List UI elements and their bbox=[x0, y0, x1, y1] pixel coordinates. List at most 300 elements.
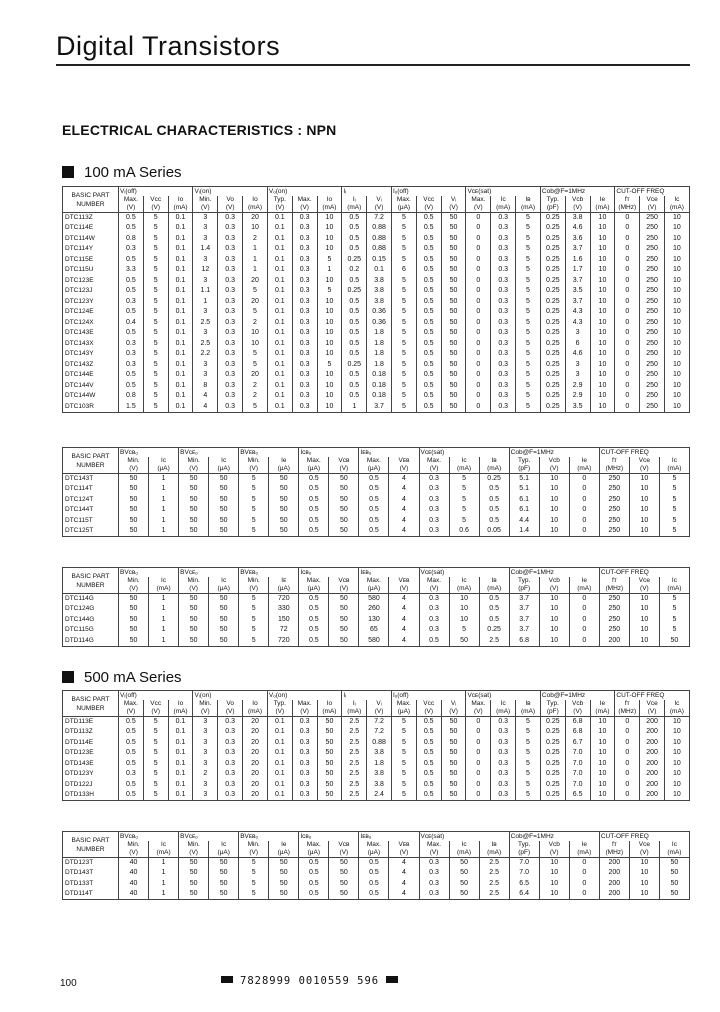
spec-table-100ma-type2 bbox=[62, 447, 690, 537]
value-cell: 3 bbox=[193, 234, 218, 245]
parameter-unit-cell: (V) bbox=[179, 465, 209, 474]
value-cell: 0.5 bbox=[119, 328, 144, 339]
value-cell: 5 bbox=[392, 727, 417, 738]
value-cell: 250 bbox=[640, 286, 665, 297]
parameter-group-header: CUT-OFF FREQ bbox=[615, 691, 689, 701]
value-cell: 2.4 bbox=[367, 790, 392, 801]
value-cell: 50 bbox=[441, 391, 466, 402]
value-cell: 0.5 bbox=[299, 879, 329, 890]
value-cell: 260 bbox=[359, 604, 389, 615]
value-cell: 0 bbox=[615, 255, 640, 266]
value-cell: 4 bbox=[389, 868, 419, 879]
table-row bbox=[63, 370, 690, 381]
value-cell: 10 bbox=[665, 727, 690, 738]
value-cell: 0.2 bbox=[342, 265, 367, 276]
value-cell: 5 bbox=[659, 474, 689, 485]
value-cell: 0.05 bbox=[479, 526, 509, 537]
parameter-group-header: BVᴄʙₒ bbox=[119, 568, 179, 578]
value-cell: 0.5 bbox=[416, 339, 441, 350]
parameter-name-cell: Min. bbox=[119, 577, 149, 585]
parameter-unit-cell: (V) bbox=[119, 465, 149, 474]
parameter-unit-cell: (μA) bbox=[149, 465, 179, 474]
value-cell: 1.8 bbox=[367, 328, 392, 339]
value-cell: 10 bbox=[665, 339, 690, 350]
parameter-name-cell: Vcc bbox=[143, 196, 168, 204]
value-cell: 10 bbox=[590, 234, 615, 245]
parameter-group-header: Cob@F=1MHz bbox=[509, 568, 599, 578]
value-cell: 5 bbox=[317, 255, 342, 266]
parameter-name-cell: Io bbox=[243, 196, 268, 204]
value-cell: 0 bbox=[466, 339, 491, 350]
value-cell: 250 bbox=[640, 370, 665, 381]
value-cell: 0 bbox=[466, 780, 491, 791]
value-cell: 50 bbox=[269, 526, 299, 537]
parameter-unit-cell: (mA) bbox=[516, 204, 541, 213]
value-cell: 40 bbox=[119, 868, 149, 879]
parameter-unit-cell: (mA) bbox=[149, 585, 179, 594]
parameter-unit-cell: (V) bbox=[419, 849, 449, 858]
value-cell: 5 bbox=[243, 402, 268, 413]
parameter-unit-cell: (MHz) bbox=[615, 708, 640, 717]
value-cell: 0 bbox=[466, 318, 491, 329]
value-cell: 0 bbox=[569, 474, 599, 485]
value-cell: 4.3 bbox=[565, 307, 590, 318]
value-cell: 0.3 bbox=[491, 727, 516, 738]
value-cell: 50 bbox=[119, 615, 149, 626]
value-cell: 5 bbox=[392, 244, 417, 255]
value-cell: 4 bbox=[389, 615, 419, 626]
value-cell: 50 bbox=[209, 615, 239, 626]
parameter-group-header: Vₒ(on) bbox=[267, 691, 341, 701]
value-cell: 3.5 bbox=[565, 402, 590, 413]
value-cell: 10 bbox=[665, 307, 690, 318]
value-cell: 0 bbox=[569, 858, 599, 869]
value-cell: 10 bbox=[243, 223, 268, 234]
parameter-unit-cell: (mA) bbox=[665, 204, 690, 213]
value-cell: 50 bbox=[119, 484, 149, 495]
value-cell: 0.3 bbox=[419, 505, 449, 516]
value-cell: 2 bbox=[243, 391, 268, 402]
value-cell: 0.25 bbox=[479, 474, 509, 485]
parameter-name-cell: Ic bbox=[491, 196, 516, 204]
value-cell: 0.5 bbox=[416, 727, 441, 738]
value-cell: 6.8 bbox=[509, 636, 539, 647]
value-cell: 0.1 bbox=[267, 318, 292, 329]
parameter-name-cell: Max. bbox=[359, 577, 389, 585]
value-cell: 50 bbox=[179, 604, 209, 615]
value-cell: 50 bbox=[329, 526, 359, 537]
value-cell: 5 bbox=[659, 594, 689, 605]
part-number-cell: DTC115U bbox=[63, 265, 119, 276]
parameter-name-cell: Ic bbox=[149, 457, 179, 465]
value-cell: 0.8 bbox=[119, 234, 144, 245]
value-cell: 5 bbox=[392, 339, 417, 350]
value-cell: 50 bbox=[269, 516, 299, 527]
value-cell: 3.8 bbox=[367, 286, 392, 297]
parameter-unit-cell: (mA) bbox=[449, 849, 479, 858]
parameter-name-cell: Vcb bbox=[539, 577, 569, 585]
value-cell: 0.5 bbox=[416, 402, 441, 413]
value-cell: 0.1 bbox=[168, 244, 193, 255]
value-cell: 5 bbox=[516, 223, 541, 234]
value-cell: 50 bbox=[119, 636, 149, 647]
value-cell: 5 bbox=[143, 727, 168, 738]
parameter-name-cell: Min. bbox=[239, 457, 269, 465]
value-cell: 0.1 bbox=[168, 360, 193, 371]
value-cell: 0.1 bbox=[267, 759, 292, 770]
value-cell: 50 bbox=[119, 474, 149, 485]
value-cell: 1 bbox=[243, 255, 268, 266]
value-cell: 5 bbox=[392, 360, 417, 371]
value-cell: 6.4 bbox=[509, 889, 539, 900]
value-cell: 5 bbox=[143, 402, 168, 413]
value-cell: 0 bbox=[466, 738, 491, 749]
value-cell: 0.3 bbox=[419, 615, 449, 626]
value-cell: 10 bbox=[665, 297, 690, 308]
value-cell: 0.5 bbox=[299, 516, 329, 527]
value-cell: 3 bbox=[193, 738, 218, 749]
value-cell: 0 bbox=[466, 265, 491, 276]
value-cell: 1.6 bbox=[565, 255, 590, 266]
value-cell: 1 bbox=[149, 868, 179, 879]
value-cell: 10 bbox=[590, 769, 615, 780]
value-cell: 0 bbox=[466, 234, 491, 245]
value-cell: 10 bbox=[317, 381, 342, 392]
value-cell: 0.25 bbox=[540, 370, 565, 381]
parameter-name-cell: Typ. bbox=[509, 457, 539, 465]
value-cell: 2.5 bbox=[342, 748, 367, 759]
value-cell: 0.3 bbox=[218, 790, 243, 801]
value-cell: 6.5 bbox=[565, 790, 590, 801]
value-cell: 0.25 bbox=[540, 223, 565, 234]
value-cell: 10 bbox=[539, 484, 569, 495]
value-cell: 50 bbox=[329, 858, 359, 869]
value-cell: 0.25 bbox=[540, 339, 565, 350]
value-cell: 5 bbox=[143, 780, 168, 791]
parameter-name-cell: Max. bbox=[419, 841, 449, 849]
value-cell: 0.25 bbox=[540, 297, 565, 308]
value-cell: 5 bbox=[143, 244, 168, 255]
value-cell: 0.3 bbox=[292, 370, 317, 381]
value-cell: 0.25 bbox=[540, 213, 565, 224]
value-cell: 5 bbox=[239, 604, 269, 615]
table-row bbox=[63, 307, 690, 318]
parameter-name-cell: Vce bbox=[629, 577, 659, 585]
value-cell: 250 bbox=[640, 307, 665, 318]
value-cell: 10 bbox=[665, 738, 690, 749]
value-cell: 200 bbox=[640, 748, 665, 759]
value-cell: 10 bbox=[629, 526, 659, 537]
value-cell: 0 bbox=[466, 213, 491, 224]
value-cell: 10 bbox=[539, 615, 569, 626]
value-cell: 200 bbox=[599, 858, 629, 869]
value-cell: 0 bbox=[615, 738, 640, 749]
value-cell: 0 bbox=[466, 790, 491, 801]
value-cell: 3 bbox=[193, 307, 218, 318]
value-cell: 40 bbox=[119, 889, 149, 900]
value-cell: 10 bbox=[665, 234, 690, 245]
parameter-unit-cell: (V) bbox=[419, 585, 449, 594]
parameter-name-cell: Max. bbox=[392, 700, 417, 708]
value-cell: 50 bbox=[329, 868, 359, 879]
value-cell: 0.1 bbox=[168, 318, 193, 329]
parameter-name-cell: Vcc bbox=[143, 700, 168, 708]
value-cell: 0.5 bbox=[479, 516, 509, 527]
parameter-name-cell: Max. bbox=[299, 577, 329, 585]
value-cell: 0.5 bbox=[119, 276, 144, 287]
value-cell: 200 bbox=[599, 636, 629, 647]
value-cell: 10 bbox=[665, 360, 690, 371]
value-cell: 0.1 bbox=[267, 244, 292, 255]
value-cell: 0 bbox=[569, 889, 599, 900]
value-cell: 0.5 bbox=[359, 516, 389, 527]
value-cell: 0.5 bbox=[416, 738, 441, 749]
part-number-cell: DTD114G bbox=[63, 636, 119, 647]
value-cell: 5 bbox=[392, 381, 417, 392]
value-cell: 250 bbox=[640, 360, 665, 371]
value-cell: 1 bbox=[149, 604, 179, 615]
value-cell: 10 bbox=[539, 516, 569, 527]
parameter-name-cell: Vᴇʙ bbox=[389, 841, 419, 849]
parameter-unit-cell: (V) bbox=[119, 585, 149, 594]
value-cell: 0.5 bbox=[416, 265, 441, 276]
parameter-name-cell: Ic bbox=[665, 196, 690, 204]
value-cell: 0.1 bbox=[168, 717, 193, 728]
value-cell: 1.8 bbox=[367, 339, 392, 350]
value-cell: 0.3 bbox=[218, 349, 243, 360]
value-cell: 10 bbox=[629, 636, 659, 647]
value-cell: 5 bbox=[392, 391, 417, 402]
value-cell: 0.1 bbox=[267, 286, 292, 297]
value-cell: 0.5 bbox=[119, 790, 144, 801]
table-row bbox=[63, 505, 690, 516]
parameter-name-cell: Ic bbox=[209, 577, 239, 585]
value-cell: 3 bbox=[193, 255, 218, 266]
parameter-unit-cell: (V) bbox=[218, 204, 243, 213]
value-cell: 4 bbox=[389, 484, 419, 495]
value-cell: 3 bbox=[193, 223, 218, 234]
part-number-cell: DTD123T bbox=[63, 858, 119, 869]
value-cell: 0.5 bbox=[416, 318, 441, 329]
table-row bbox=[63, 244, 690, 255]
value-cell: 0.3 bbox=[491, 213, 516, 224]
value-cell: 3 bbox=[193, 213, 218, 224]
value-cell: 10 bbox=[317, 328, 342, 339]
value-cell: 10 bbox=[243, 328, 268, 339]
parameter-unit-cell: (pF) bbox=[540, 204, 565, 213]
value-cell: 0.3 bbox=[218, 759, 243, 770]
value-cell: 0.5 bbox=[359, 484, 389, 495]
parameter-unit-cell: (V) bbox=[389, 849, 419, 858]
value-cell: 50 bbox=[179, 625, 209, 636]
part-number-cell: DTD113E bbox=[63, 717, 119, 728]
value-cell: 50 bbox=[441, 244, 466, 255]
value-cell: 0.8 bbox=[119, 391, 144, 402]
value-cell: 200 bbox=[599, 889, 629, 900]
value-cell: 7.0 bbox=[565, 759, 590, 770]
value-cell: 0.25 bbox=[540, 286, 565, 297]
value-cell: 5 bbox=[516, 234, 541, 245]
value-cell: 0 bbox=[615, 318, 640, 329]
value-cell: 0.88 bbox=[367, 244, 392, 255]
value-cell: 0 bbox=[569, 615, 599, 626]
parameter-unit-cell: (V) bbox=[565, 204, 590, 213]
value-cell: 3.8 bbox=[367, 276, 392, 287]
parameter-unit-cell: (pF) bbox=[509, 465, 539, 474]
value-cell: 5 bbox=[143, 717, 168, 728]
value-cell: 5 bbox=[143, 255, 168, 266]
value-cell: 5 bbox=[449, 484, 479, 495]
value-cell: 50 bbox=[441, 381, 466, 392]
value-cell: 20 bbox=[243, 297, 268, 308]
parameter-name-cell: Iʙ bbox=[479, 577, 509, 585]
parameter-name-cell: Ie bbox=[569, 841, 599, 849]
value-cell: 0.5 bbox=[342, 339, 367, 350]
table-row bbox=[63, 769, 690, 780]
parameter-group-header: Cob@F=1MHz bbox=[540, 691, 614, 701]
value-cell: 5 bbox=[239, 615, 269, 626]
value-cell: 20 bbox=[243, 790, 268, 801]
value-cell: 5 bbox=[516, 790, 541, 801]
value-cell: 3.7 bbox=[509, 604, 539, 615]
part-number-cell: DTC115E bbox=[63, 255, 119, 266]
value-cell: 2 bbox=[243, 318, 268, 329]
table-row bbox=[63, 594, 690, 605]
parameter-name-cell: Typ. bbox=[509, 577, 539, 585]
parameter-name-cell: Typ. bbox=[540, 700, 565, 708]
value-cell: 10 bbox=[317, 213, 342, 224]
parameter-unit-cell: (pF) bbox=[509, 849, 539, 858]
value-cell: 10 bbox=[665, 780, 690, 791]
parameter-name-cell: Ie bbox=[269, 457, 299, 465]
value-cell: 50 bbox=[269, 505, 299, 516]
value-cell: 50 bbox=[119, 604, 149, 615]
value-cell: 50 bbox=[441, 402, 466, 413]
value-cell: 0.5 bbox=[299, 505, 329, 516]
parameter-name-cell: Typ. bbox=[267, 196, 292, 204]
value-cell: 5 bbox=[239, 484, 269, 495]
value-cell: 10 bbox=[539, 604, 569, 615]
value-cell: 10 bbox=[590, 297, 615, 308]
value-cell: 50 bbox=[269, 868, 299, 879]
value-cell: 3 bbox=[193, 748, 218, 759]
value-cell: 0 bbox=[569, 636, 599, 647]
value-cell: 0 bbox=[569, 879, 599, 890]
value-cell: 50 bbox=[269, 484, 299, 495]
value-cell: 200 bbox=[640, 717, 665, 728]
value-cell: 10 bbox=[590, 339, 615, 350]
value-cell: 10 bbox=[590, 381, 615, 392]
value-cell: 50 bbox=[441, 265, 466, 276]
value-cell: 1.7 bbox=[565, 265, 590, 276]
part-number-cell: DTD113Z bbox=[63, 727, 119, 738]
value-cell: 50 bbox=[269, 474, 299, 485]
value-cell: 0.3 bbox=[218, 748, 243, 759]
parameter-name-cell: Min. bbox=[179, 841, 209, 849]
page-title: Digital Transistors bbox=[56, 31, 281, 61]
value-cell: 3.8 bbox=[367, 769, 392, 780]
parameter-unit-cell: (mA) bbox=[569, 849, 599, 858]
value-cell: 0.25 bbox=[540, 265, 565, 276]
value-cell: 0.1 bbox=[168, 759, 193, 770]
value-cell: 10 bbox=[665, 769, 690, 780]
parameter-name-cell: Max. bbox=[299, 457, 329, 465]
value-cell: 0.3 bbox=[218, 223, 243, 234]
table-row bbox=[63, 484, 690, 495]
parameter-name-cell: Min. bbox=[119, 457, 149, 465]
value-cell: 6.1 bbox=[509, 495, 539, 506]
value-cell: 4 bbox=[389, 505, 419, 516]
table-row bbox=[63, 717, 690, 728]
value-cell: 10 bbox=[590, 717, 615, 728]
value-cell: 0.1 bbox=[168, 769, 193, 780]
parameter-name-cell: Iʙ bbox=[516, 196, 541, 204]
value-cell: 250 bbox=[640, 297, 665, 308]
value-cell: 7.0 bbox=[565, 748, 590, 759]
footer-barcode-text: 7828999 0010559 596 bbox=[214, 975, 405, 987]
value-cell: 0.25 bbox=[540, 790, 565, 801]
basic-part-number-header: BASIC PART NUMBER bbox=[63, 448, 119, 474]
value-cell: 10 bbox=[539, 495, 569, 506]
parameter-name-cell: Min. bbox=[119, 841, 149, 849]
value-cell: 7.0 bbox=[565, 769, 590, 780]
value-cell: 200 bbox=[599, 868, 629, 879]
value-cell: 5 bbox=[143, 234, 168, 245]
value-cell: 50 bbox=[441, 328, 466, 339]
value-cell: 0.3 bbox=[491, 244, 516, 255]
value-cell: 0.5 bbox=[416, 286, 441, 297]
parameter-group-header: Iᵢ bbox=[342, 187, 392, 197]
value-cell: 10 bbox=[590, 286, 615, 297]
part-number-cell: DTD123Y bbox=[63, 769, 119, 780]
value-cell: 40 bbox=[119, 858, 149, 869]
value-cell: 5 bbox=[449, 495, 479, 506]
value-cell: 10 bbox=[590, 328, 615, 339]
parameter-name-cell: Vᴇʙ bbox=[389, 457, 419, 465]
value-cell: 0.3 bbox=[292, 402, 317, 413]
value-cell: 10 bbox=[590, 790, 615, 801]
value-cell: 20 bbox=[243, 370, 268, 381]
value-cell: 50 bbox=[317, 790, 342, 801]
value-cell: 20 bbox=[243, 213, 268, 224]
value-cell: 5 bbox=[392, 790, 417, 801]
value-cell: 0.1 bbox=[168, 255, 193, 266]
value-cell: 10 bbox=[590, 780, 615, 791]
value-cell: 50 bbox=[269, 879, 299, 890]
value-cell: 0.25 bbox=[540, 307, 565, 318]
value-cell: 0.25 bbox=[540, 328, 565, 339]
value-cell: 0.1 bbox=[267, 265, 292, 276]
parameter-group-header: CUT-OFF FREQ bbox=[599, 448, 689, 458]
table-row bbox=[63, 265, 690, 276]
parameter-unit-cell: (V) bbox=[466, 204, 491, 213]
parameter-unit-cell: (pF) bbox=[540, 708, 565, 717]
value-cell: 0.88 bbox=[367, 223, 392, 234]
part-number-cell: DTC124T bbox=[63, 495, 119, 506]
value-cell: 0.5 bbox=[342, 297, 367, 308]
value-cell: 5 bbox=[516, 717, 541, 728]
part-number-cell: DTC144G bbox=[63, 615, 119, 626]
value-cell: 10 bbox=[665, 370, 690, 381]
value-cell: 3.7 bbox=[565, 276, 590, 287]
value-cell: 0.25 bbox=[342, 255, 367, 266]
table-row bbox=[63, 381, 690, 392]
value-cell: 0 bbox=[466, 381, 491, 392]
value-cell: 50 bbox=[441, 307, 466, 318]
value-cell: 50 bbox=[329, 495, 359, 506]
value-cell: 5 bbox=[392, 318, 417, 329]
table-row bbox=[63, 297, 690, 308]
